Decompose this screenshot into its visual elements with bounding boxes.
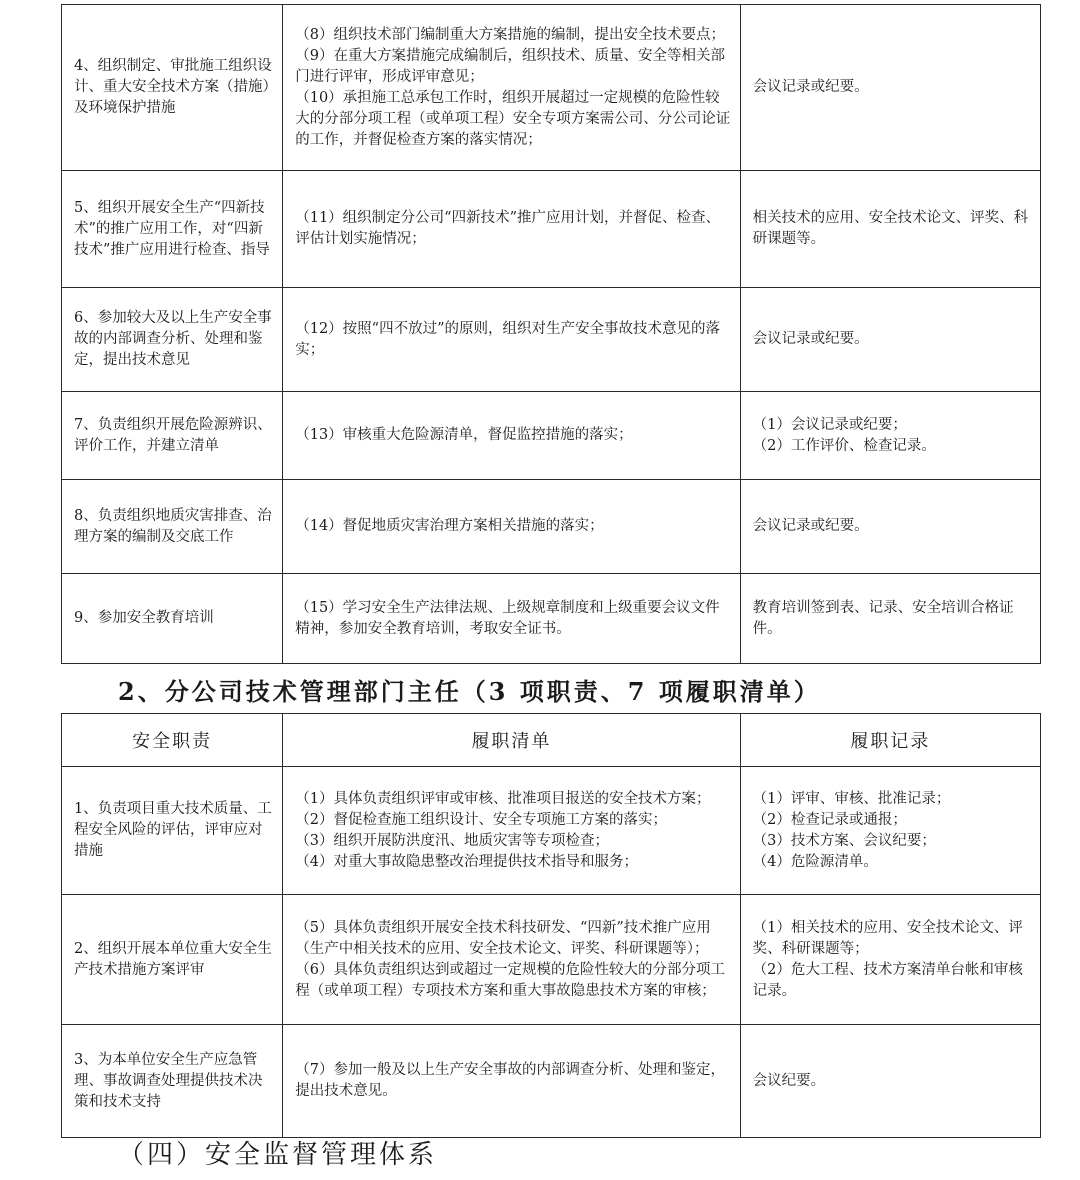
list-item: （5）具体负责组织开展安全技术科技研发、“四新”技术推广应用（生产中相关技术的应用、安全技术论文、评奖、科研课题等）；: [295, 919, 711, 957]
list-item: （10）承担施工总承包工作时，组织开展超过一定规模的危险性较大的分部分项工程（或单项工程）安全专项方案需公司、分公司论证的工作，并督促检查方案的落实情况；: [295, 89, 731, 148]
table-row: [62, 288, 1041, 392]
duty-cell: 8、负责组织地质灾害排查、治理方案的编制及交底工作: [62, 480, 283, 574]
list-item: （4）对重大事故隐患整改治理提供技术指导和服务；: [295, 853, 638, 870]
list-item: （1）评审、审核、批准记录；: [752, 790, 951, 807]
list-item: （12）按照“四不放过”的原则，组织对生产安全事故技术意见的落实；: [295, 320, 720, 358]
table-row: [62, 171, 1041, 288]
list-cell: [283, 288, 740, 392]
list-cell: [283, 480, 740, 574]
duty-cell: 5、组织开展安全生产“四新技术”的推广应用工作，对“四新技术”推广应用进行检查、指导: [62, 171, 283, 288]
list-item: （11）组织制定分公司“四新技术”推广应用计划，并督促、检查、评估计划实施情况；: [295, 210, 720, 247]
list-item: （13）审核重大危险源清单，督促监控措施的落实；: [295, 427, 633, 443]
duty-table-continued: [61, 4, 1041, 664]
column-header: 履职记录: [740, 714, 1040, 767]
list-item: （9）在重大方案措施完成编制后，组织技术、质量、安全等相关部门进行评审，形成评审意见；: [295, 47, 725, 85]
table-header-row: [62, 714, 1041, 767]
list-cell: [283, 767, 740, 895]
list-item: （3）组织开展防洪度汛、地质灾害等专项检查；: [295, 832, 609, 849]
duty-cell: 6、参加较大及以上生产安全事故的内部调查分析、处理和鉴定，提出技术意见: [62, 288, 283, 392]
duty-cell: 3、为本单位安全生产应急管理、事故调查处理提供技术决策和技术支持: [62, 1025, 283, 1138]
list-item: （1）会议记录或纪要；: [752, 416, 907, 433]
list-cell: [283, 574, 740, 664]
table-row: [62, 392, 1041, 480]
duty-cell: 2、组织开展本单位重大安全生产技术措施方案评审: [62, 895, 283, 1025]
duty-table: [61, 713, 1041, 1138]
table-row: [62, 1025, 1041, 1138]
record-cell: 会议记录或纪要。: [740, 480, 1040, 574]
table-row: [62, 895, 1041, 1025]
list-cell: [283, 171, 740, 288]
record-cell: [740, 767, 1040, 895]
list-item: （2）督促检查施工组织设计、安全专项施工方案的落实；: [295, 811, 667, 828]
list-item: （6）具体负责组织达到或超过一定规模的危险性较大的分部分项工程（或单项工程）专项技术方案和重大事故隐患技术方案的审核；: [295, 961, 725, 999]
section-heading: 2、分公司技术管理部门主任（3 项职责、7 项履职清单）: [118, 677, 821, 706]
record-cell: [740, 392, 1040, 480]
list-item: （2）工作评价、检查记录。: [752, 437, 936, 454]
list-cell: [283, 5, 740, 171]
table-row: [62, 767, 1041, 895]
record-cell: 会议记录或纪要。: [740, 5, 1040, 171]
record-cell: 教育培训签到表、记录、安全培训合格证件。: [740, 574, 1040, 664]
list-item: （15）学习安全生产法律法规、上级规章制度和上级重要会议文件精神，参加安全教育培训，考取安全证书。: [295, 599, 720, 637]
table-row: [62, 480, 1041, 574]
list-item: （2）检查记录或通报；: [752, 811, 907, 828]
list-item: （8）组织技术部门编制重大方案措施的编制，提出安全技术要点；: [295, 26, 725, 43]
duty-cell: 7、负责组织开展危险源辨识、评价工作，并建立清单: [62, 392, 283, 480]
column-header: 安全职责: [62, 714, 283, 767]
table-row: [62, 574, 1041, 664]
record-cell: 会议纪要。: [740, 1025, 1040, 1138]
duty-cell: 1、负责项目重大技术质量、工程安全风险的评估，评审应对措施: [62, 767, 283, 895]
duty-cell: 4、组织制定、审批施工组织设计、重大安全技术方案（措施）及环境保护措施: [62, 5, 283, 171]
record-cell: [740, 895, 1040, 1025]
list-cell: [283, 392, 740, 480]
list-item: （1）具体负责组织评审或审核、批准项目报送的安全技术方案；: [295, 790, 711, 807]
record-cell: 相关技术的应用、安全技术论文、评奖、科研课题等。: [740, 171, 1040, 288]
column-header: 履职清单: [283, 714, 740, 767]
list-cell: [283, 895, 740, 1025]
list-cell: [283, 1025, 740, 1138]
list-item: （7）参加一般及以上生产安全事故的内部调查分析、处理和鉴定，提出技术意见。: [295, 1062, 725, 1099]
list-item: （4）危险源清单。: [752, 853, 878, 870]
record-cell: 会议记录或纪要。: [740, 288, 1040, 392]
duty-cell: 9、参加安全教育培训: [62, 574, 283, 664]
table-row: [62, 5, 1041, 171]
list-item: （14）督促地质灾害治理方案相关措施的落实；: [295, 518, 604, 534]
section-heading: （四）安全监督管理体系: [118, 1140, 438, 1170]
list-item: （3）技术方案、会议纪要；: [752, 832, 936, 849]
list-item: （1）相关技术的应用、安全技术论文、评奖、科研课题等；: [752, 919, 1023, 957]
list-item: （2）危大工程、技术方案清单台帐和审核记录。: [752, 961, 1023, 999]
